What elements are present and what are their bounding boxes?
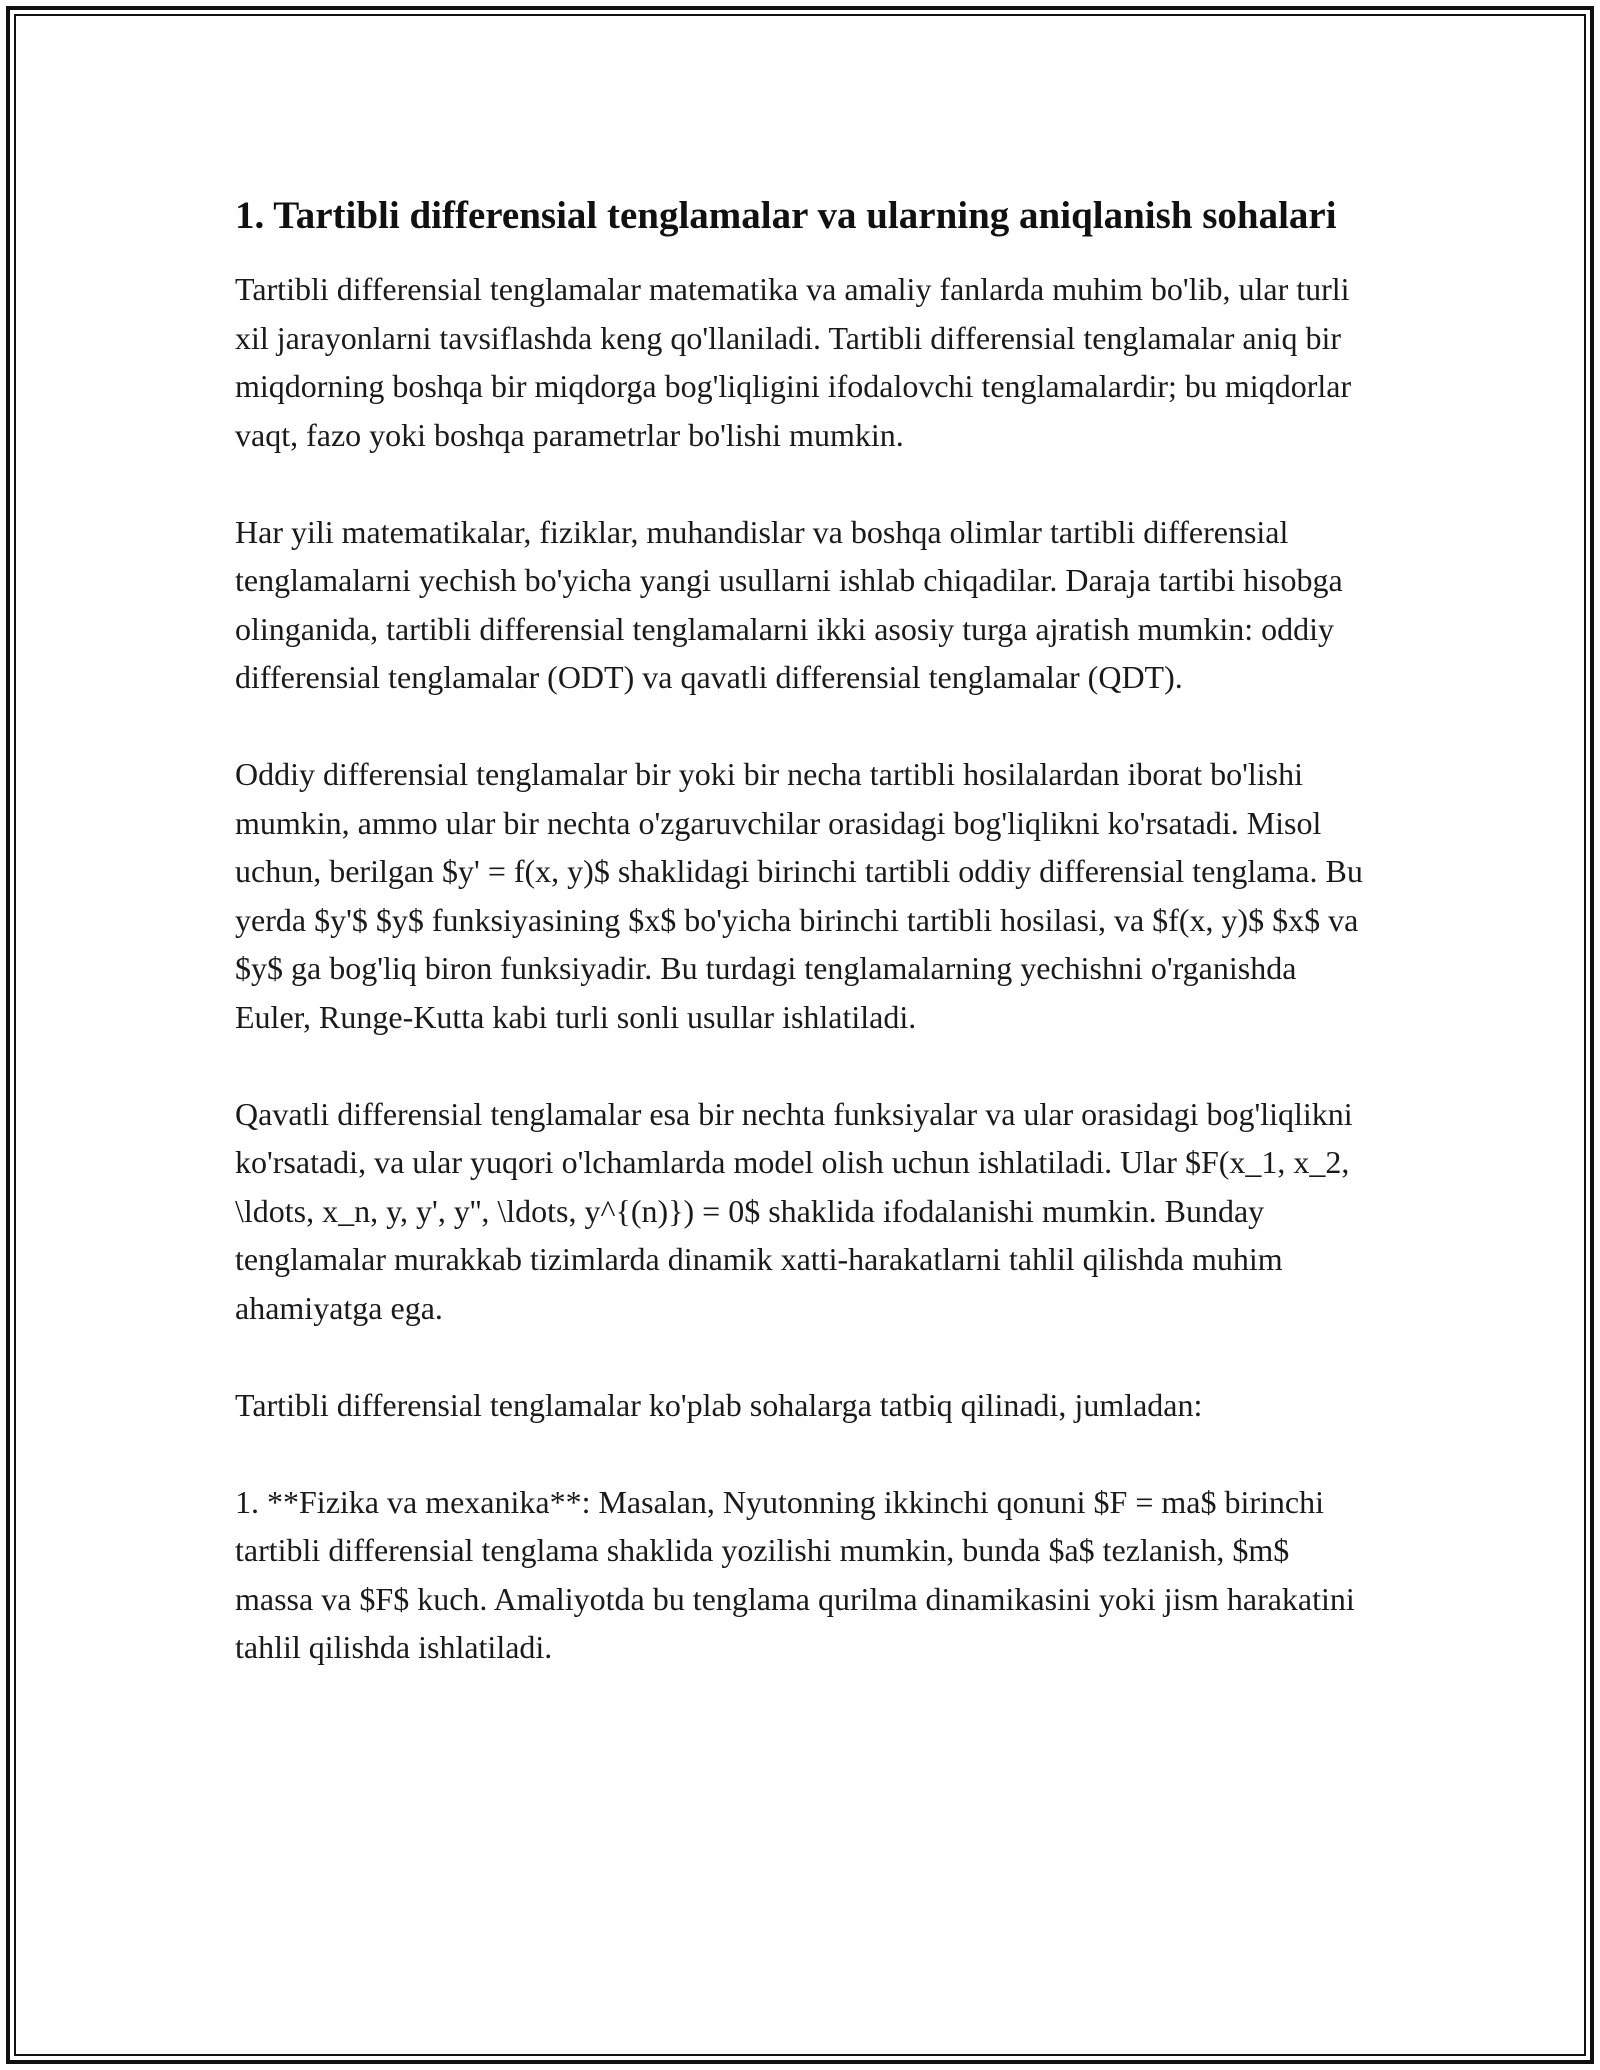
list-item-physics: 1. **Fizika va mexanika**: Masalan, Nyutonning ikkinchi qonuni $F = ma$ birinchi tartibli differensial tenglama shaklida yozilishi mumkin, bunda $a$ tezlanish, $m$ massa va $F$ kuch. Amaliyotda bu tenglama qurilma dinamikasini yoki jism harakatini tahlil qilishda ishlatiladi. [235, 1483, 1355, 1665]
paragraph-ode: Oddiy differensial tenglamalar bir yoki bir necha tartibli hosilalardan iborat bo'lishi mumkin, ammo ular bir nechta o'zgaruvchilar orasidagi bog'liqlikni ko'rsatadi. Misol uchun, berilgan $y' = f(x, y)$ shaklidagi birinchi tartibli oddiy differensial tenglama. Bu yerda $y'$ $y$ funksiyasining $x$ bo'yicha birinchi tartibli hosilasi, va $f(x, y)$ $x$ va $y$ ga bog'liq biron funksiyadir. Bu turdagi tenglamalarning yechishni o'rganishda Euler, Runge-Kutta kabi turli sonli usullar ishlatiladi. [235, 756, 1363, 1035]
paragraph-types: Har yili matematikalar, fiziklar, muhandislar va boshqa olimlar tartibli differensial tenglamalarni yechish bo'yicha yangi usullarni ishlab chiqadilar. Daraja tartibi hisobga olinganida, tartibli differensial tenglamalarni ikki asosiy turga ajratish mumkin: oddiy differensial tenglamalar (ODT) va qavatli differensial tenglamalar (QDT). [235, 513, 1343, 695]
paragraph-intro: Tartibli differensial tenglamalar matematika va amaliy fanlarda muhim bo'lib, ular turli xil jarayonlarni tavsiflashda keng qo'llaniladi. Tartibli differensial tenglamalar aniq bir miqdorning boshqa bir miqdorga bog'liqligini ifodalovchi tenglamalardir; bu miqdorlar vaqt, fazo yoki boshqa parametrlar bo'lishi mumkin. [235, 271, 1352, 453]
section-heading: 1. Tartibli differensial tenglamalar va ularning aniqlanish sohalari [235, 194, 1337, 237]
document-body [235, 188, 1375, 1672]
paragraph-applications-intro: Tartibli differensial tenglamalar ko'plab sohalarga tatbiq qilinadi, jumladan: [235, 1386, 1203, 1423]
paragraph-pde: Qavatli differensial tenglamalar esa bir nechta funksiyalar va ular orasidagi bog'liqlikni ko'rsatadi, va ular yuqori o'lchamlarda model olish uchun ishlatiladi. Ular $F(x_1, x_2, \ldots, x_n, y, y', y'', \ldots, y^{(n)}) = 0$ shaklida ifodalanishi mumkin. Bunday tenglamalar murakkab tizimlarda dinamik xatti-harakatlarni tahlil qilishda muhim ahamiyatga ega. [235, 1095, 1353, 1326]
